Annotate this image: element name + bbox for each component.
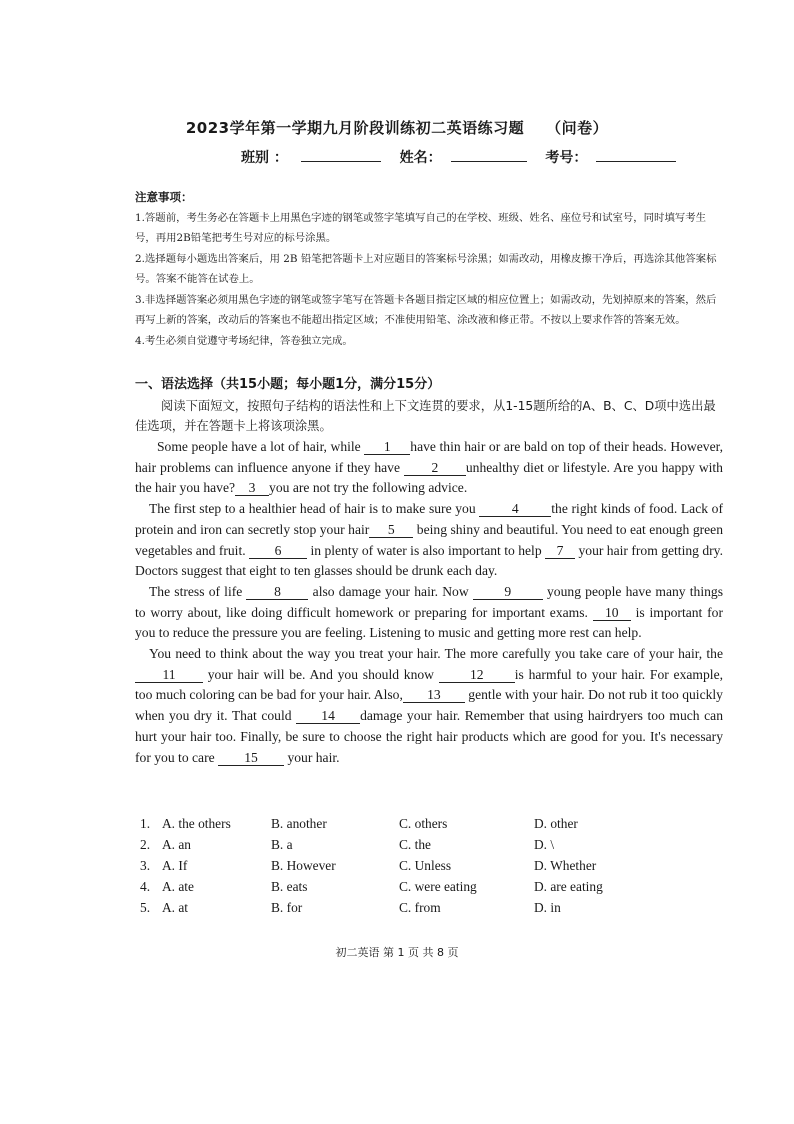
name-label: 姓名： bbox=[399, 150, 442, 166]
passage-paragraph-2: The first step to a healthier head of hair is to make sure you 4 the right kinds of food. Lack of protein and iron can secretly stop your hair 5 being shiny and beautiful. You need to eat enough green vegetables and fruit. 6 in plenty of water is also important to help 7 your hair from getting dry. Doctors suggest that eight to ten glasses should be drunk each day. bbox=[135, 501, 724, 579]
option-d: D. are eating bbox=[534, 879, 603, 894]
note-item: 3.非选择题答案必须用黑色字迹的钢笔或签字笔写在答题卡各题目指定区域的相应位置上；如需改动，先划掉原来的答案，然后再写上新的答案，改动后的答案也不能超出指定区域；不准使用铅笔、涂改液和修正带。不按以上要求作答的答案无效。 bbox=[135, 293, 717, 326]
option-c: C. Unless bbox=[399, 858, 452, 873]
option-a: A. ate bbox=[162, 879, 194, 894]
passage-paragraph-3: The stress of life 8 also damage your hair. Now 9 young people have many things to worry about, like doing difficult homework or preparing for important exams. 10 is important for you to reduce the pressure you are feeling. Listening to music and getting more rest can help. bbox=[135, 583, 724, 641]
option-c: C. others bbox=[399, 816, 448, 831]
name-blank[interactable] bbox=[451, 149, 527, 162]
option-a: A. If bbox=[162, 858, 188, 873]
option-d: D. other bbox=[534, 816, 578, 831]
reading-passage bbox=[135, 437, 723, 768]
notes-heading: 注意事项： bbox=[135, 190, 193, 204]
option-a: A. an bbox=[162, 837, 192, 852]
blank-3: 3 bbox=[235, 481, 269, 496]
note-item: 2.选择题每小题选出答案后，用 2B 铅笔把答题卡上对应题目的答案标号涂黑；如需改动，用橡皮擦干净后，再选涂其他答案标号。答案不能答在试卷上。 bbox=[135, 252, 717, 285]
section-instruction: 阅读下面短文，按照句子结构的语法性和上下文连贯的要求，从1-15题所给的A、B、C、D项中选出最佳选项，并在答题卡上将该项涂黑。 bbox=[135, 399, 716, 433]
blank-8: 8 bbox=[246, 585, 308, 600]
question-number: 3. bbox=[140, 858, 151, 873]
option-b: B. another bbox=[271, 816, 327, 831]
page-footer: 初二英语 第 1 页 共 8 页 bbox=[335, 946, 459, 959]
option-d: D. in bbox=[534, 900, 561, 915]
class-label: 班别 ： bbox=[241, 150, 288, 166]
blank-5: 5 bbox=[369, 523, 413, 538]
option-b: B. However bbox=[271, 858, 336, 873]
section-title: 一、语法选择（共15小题；每小题1分，满分15分） bbox=[135, 377, 441, 392]
blank-2: 2 bbox=[404, 461, 466, 476]
exam-title bbox=[0, 117, 794, 138]
option-a: A. at bbox=[162, 900, 189, 915]
blank-4: 4 bbox=[479, 502, 551, 517]
question-number: 2. bbox=[140, 837, 151, 852]
exam-no-blank[interactable] bbox=[596, 149, 676, 162]
option-d: D. \ bbox=[534, 837, 555, 852]
blank-12: 12 bbox=[439, 668, 515, 683]
option-b: B. for bbox=[271, 900, 303, 915]
note-item: 4.考生必须自觉遵守考场纪律，答卷独立完成。 bbox=[135, 334, 353, 347]
exam-title-suffix: （问卷） bbox=[546, 119, 609, 137]
blank-6: 6 bbox=[249, 544, 307, 559]
option-b: B. a bbox=[271, 837, 293, 852]
option-d: D. Whether bbox=[534, 858, 597, 873]
option-c: C. from bbox=[399, 900, 441, 915]
blank-13: 13 bbox=[403, 688, 465, 703]
passage-paragraph-4: You need to think about the way you treat your hair. The more carefully you take care of your hair, the11 your hair will be. And you should know 12 is harmful to your hair. For example, too much coloring can be bad for your hair. Also, 13 gentle with your hair. Do not rub it too quickly when you dry it. That could 14 damage your hair. Remember that using hairdryers too much can hurt your hair too. Finally, be sure to choose the right hair products which are good for you. It's necessary for you to care 15 your hair. bbox=[135, 646, 724, 765]
question-number: 5. bbox=[140, 900, 151, 915]
notes-block bbox=[135, 187, 725, 351]
option-b: B. eats bbox=[271, 879, 308, 894]
question-number: 4. bbox=[140, 879, 151, 894]
note-item: 1.答题前，考生务必在答题卡上用黑色字迹的钢笔或签字笔填写自己的在学校、班级、姓名、座位号和试室号，同时填写考生号，再用2B铅笔把考生号对应的标号涂黑。 bbox=[135, 211, 707, 244]
blank-9: 9 bbox=[473, 585, 543, 600]
blank-11: 11 bbox=[135, 668, 203, 683]
exam-title-main: 2023学年第一学期九月阶段训练初二英语练习题 bbox=[185, 119, 525, 137]
exam-no-label: 考号： bbox=[545, 150, 588, 166]
blank-15: 15 bbox=[218, 751, 284, 766]
student-info-row bbox=[241, 147, 676, 167]
blank-7: 7 bbox=[545, 544, 575, 559]
blank-14: 14 bbox=[296, 709, 360, 724]
question-number: 1. bbox=[140, 816, 151, 831]
option-c: C. the bbox=[399, 837, 431, 852]
blank-10: 10 bbox=[593, 606, 631, 621]
option-c: C. were eating bbox=[399, 879, 477, 894]
class-blank[interactable] bbox=[301, 149, 381, 162]
option-a: A. the others bbox=[162, 816, 231, 831]
passage-paragraph-1: Some people have a lot of hair, while 1 have thin hair or are bald on top of their heads. However, hair problems can influence anyone if they have 2 unhealthy diet or lifestyle. Are you happy with the hair you have? 3 you are not try the following advice. bbox=[135, 439, 723, 496]
blank-1: 1 bbox=[364, 440, 410, 455]
